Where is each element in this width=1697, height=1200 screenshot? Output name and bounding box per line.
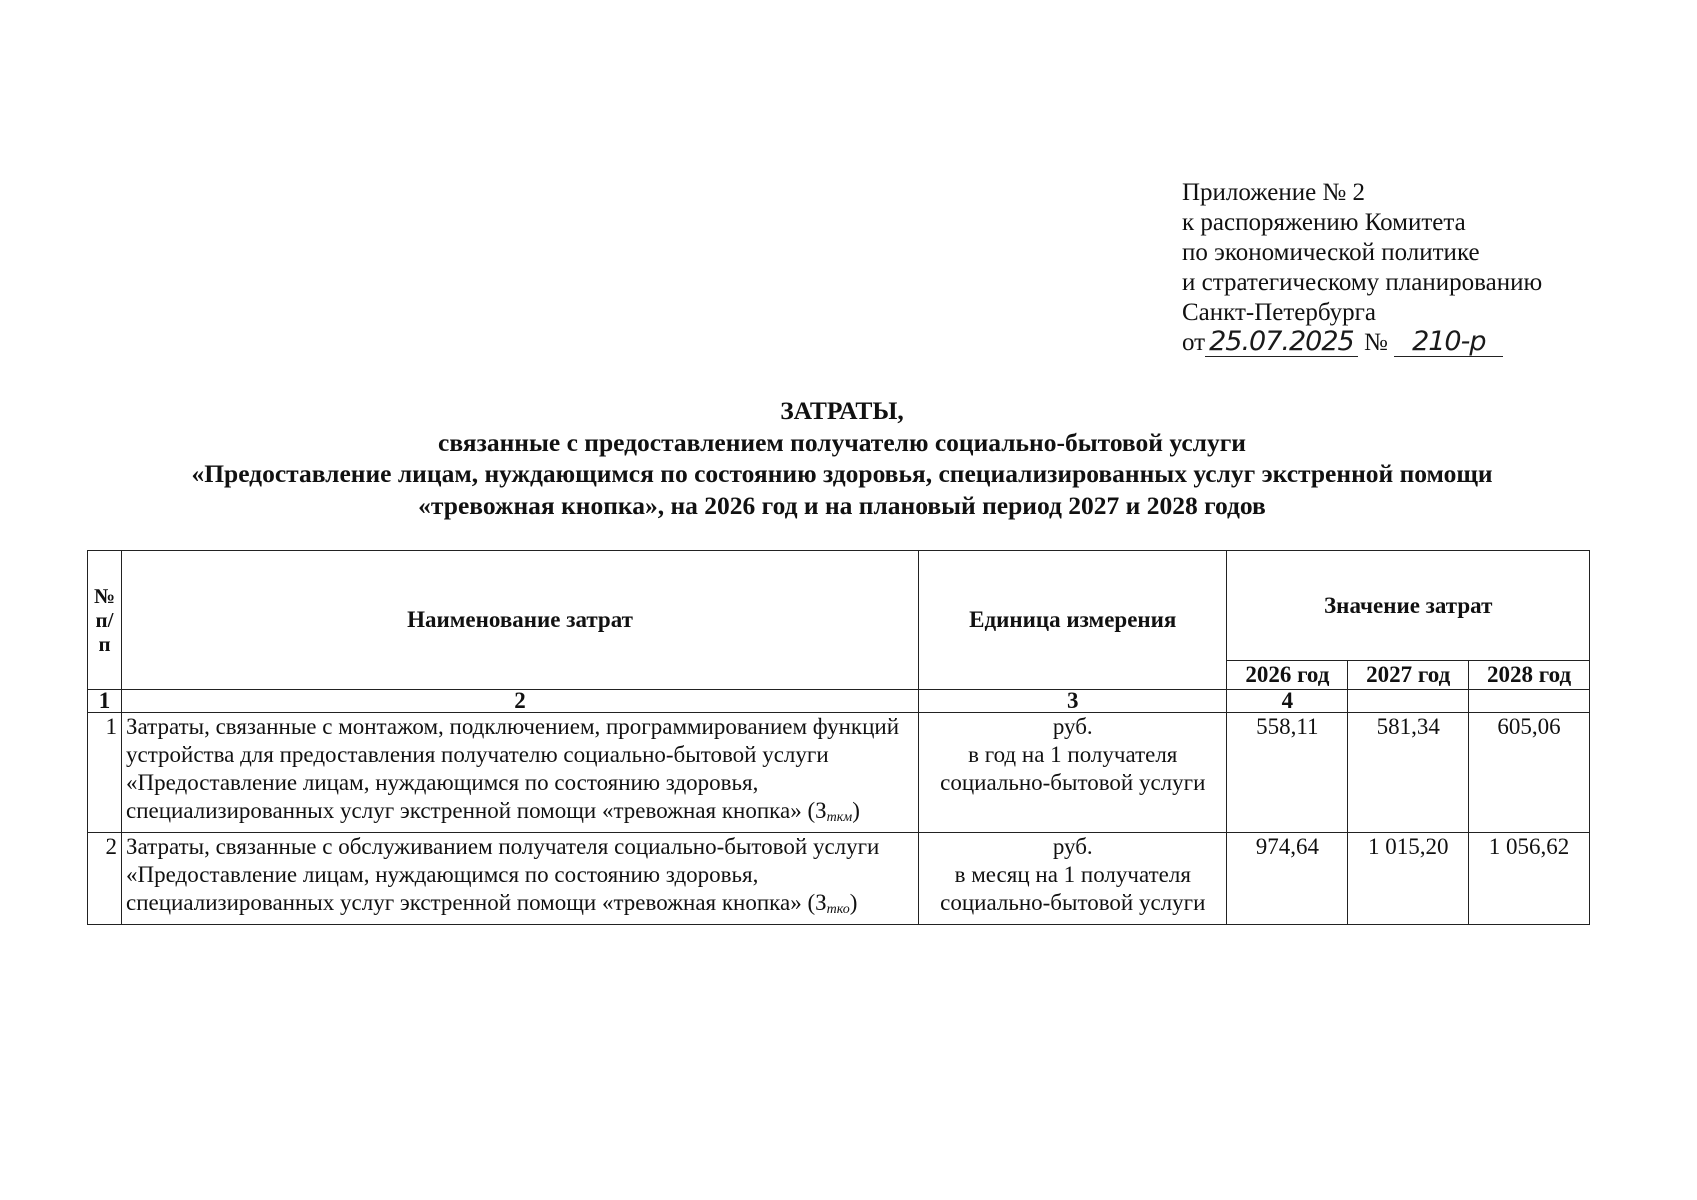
unit-currency: руб. xyxy=(1052,834,1093,859)
value-2028: 1 056,62 xyxy=(1469,833,1590,925)
title-line: «Предоставление лицам, нуждающимся по состоянию здоровья, специализированных услуг экстренной помощи xyxy=(191,459,1493,488)
row-unit xyxy=(919,833,1227,925)
appendix-line: и стратегическому планированию xyxy=(1182,269,1543,296)
handwritten-date: 25.07.2025 xyxy=(1205,328,1358,357)
appendix-line: к распоряжению Комитета xyxy=(1182,209,1466,236)
header-year-2026: 2026 год xyxy=(1227,661,1348,690)
column-number: 2 xyxy=(121,690,918,713)
unit-currency: руб. xyxy=(1052,714,1093,739)
costs-table xyxy=(87,550,1590,925)
row-unit xyxy=(919,713,1227,833)
unit-period: в месяц на 1 получателя xyxy=(954,862,1191,887)
from-label: от xyxy=(1182,329,1206,356)
table-header-row xyxy=(88,551,1590,661)
header-value: Значение затрат xyxy=(1227,551,1590,661)
column-number: 1 xyxy=(88,690,122,713)
column-number-empty xyxy=(1469,690,1590,713)
header-name: Наименование затрат xyxy=(121,551,918,690)
value-2026: 558,11 xyxy=(1227,713,1348,833)
handwritten-number: 210-р xyxy=(1394,328,1503,357)
row-number: 2 xyxy=(88,833,122,925)
value-2027: 581,34 xyxy=(1348,713,1469,833)
appendix-title: Приложение № 2 xyxy=(1182,179,1366,206)
header-num xyxy=(88,551,122,690)
row-name xyxy=(121,833,918,925)
column-number: 3 xyxy=(919,690,1227,713)
value-2026: 974,64 xyxy=(1227,833,1348,925)
header-unit: Единица измерения xyxy=(919,551,1227,690)
column-number-empty xyxy=(1348,690,1469,713)
document-title xyxy=(87,395,1597,521)
title-heading: ЗАТРАТЫ, xyxy=(780,396,904,425)
row-name-end: ) xyxy=(852,798,860,823)
appendix-line: по экономической политике xyxy=(1182,239,1480,266)
header-num-symbol: № xyxy=(93,584,116,608)
value-2028: 605,06 xyxy=(1469,713,1590,833)
number-label: № xyxy=(1363,329,1388,356)
unit-recipient: социально-бытовой услуги xyxy=(940,770,1206,795)
value-2027: 1 015,20 xyxy=(1348,833,1469,925)
appendix-block xyxy=(1182,178,1542,362)
row-name xyxy=(121,713,918,833)
header-year-2027: 2027 год xyxy=(1348,661,1469,690)
header-year-2028: 2028 год xyxy=(1469,661,1590,690)
header-num-abbr: п/п xyxy=(95,608,114,656)
row-number: 1 xyxy=(88,713,122,833)
order-reference xyxy=(1182,328,1542,362)
row-name-text: Затраты, связанные с обслуживанием получателя социально-бытовой услуги «Предоставление лицам, нуждающимся по состоянию здоровья, специализированных услуг экстренной помощи «тревожная кнопка» (З xyxy=(125,834,880,915)
title-line: связанные с предоставлением получателю социально-бытовой услуги xyxy=(438,427,1246,457)
table-row xyxy=(88,833,1590,925)
unit-period: в год на 1 получателя xyxy=(968,742,1178,767)
column-number: 4 xyxy=(1227,690,1348,713)
column-number-row xyxy=(88,690,1590,713)
table-row xyxy=(88,713,1590,833)
row-name-subscript: ткм xyxy=(826,810,853,825)
row-name-text: Затраты, связанные с монтажом, подключением, программированием функций устройства для предоставления получателю социально-бытовой услуги «Предоставление лицам, нуждающимся по состоянию здоровья, специализированных услуг экстренной помощи «тревожная кнопка» (З xyxy=(125,714,899,823)
unit-recipient: социально-бытовой услуги xyxy=(940,890,1206,915)
appendix-line: Санкт-Петербурга xyxy=(1182,299,1377,326)
title-line: «тревожная кнопка», на 2026 год и на плановый период 2027 и 2028 годов xyxy=(418,490,1266,520)
row-name-subscript: тко xyxy=(826,902,850,917)
row-name-end: ) xyxy=(849,890,858,915)
